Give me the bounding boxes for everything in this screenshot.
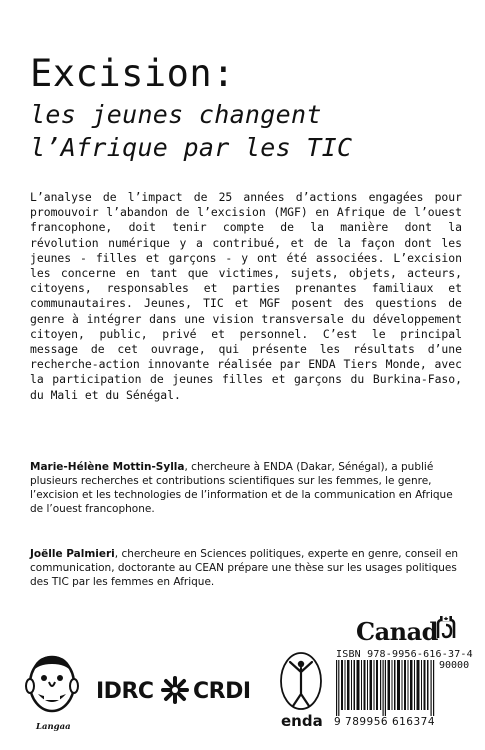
barcode-number: 9 789956 616374 <box>334 716 436 728</box>
author-bio-1 <box>30 460 462 516</box>
author-bio-text-1: , chercheure à ENDA (Dakar, Sénégal), a publié plusieurs recherches et contributions scientifiques sur les femmes, le genre, l’excision et les technologies de l’information et de la communication en Afrique de l’ouest francophone. <box>30 461 453 515</box>
book-subtitle-line-2: l’Afrique par les TIC <box>30 133 353 162</box>
langaa-face-logo-icon <box>22 650 82 730</box>
canada-wordmark <box>356 617 456 646</box>
price-code: 90000 <box>439 660 470 671</box>
langaa-label: Langaa <box>36 722 71 732</box>
enda-wordmark: enda <box>281 712 323 730</box>
crdi-wordmark: CRDI <box>193 679 251 704</box>
enda-figure-logo-icon <box>278 650 324 712</box>
author-bio-2 <box>30 547 462 589</box>
isbn-label: ISBN 978-9956-616-37-4 <box>336 649 473 660</box>
book-subtitle-line-1: les jeunes changent <box>30 100 322 129</box>
canada-flag-icon <box>436 616 456 640</box>
author-name-2: Joëlle Palmieri <box>30 548 115 560</box>
author-bio-text-2: , chercheure en Sciences politiques, experte en genre, conseil en communication, doctorante au CEAN prépare une thèse sur les usages politiques des TIC par les femmes en Afrique. <box>30 548 459 588</box>
idrc-star-icon <box>160 675 190 705</box>
book-abstract: L’analyse de l’impact de 25 années d’actions engagées pour promouvoir l’abandon de l’excision (MGF) en Afrique de l’ouest francophone, doit tenir compte de la manière dont la révolution numérique y a contribué, et de la façon dont les jeunes - filles et garçons - y ont été associées. L’excision les concerne en tant que victimes, sujets, objets, acteurs, citoyens, responsables et parties prenantes familiaux et communautaires. Jeunes, TIC et MGF posent des questions de genre à intégrer dans une vision transversale du développement citoyen, public, privé et personnel. C’est le principal message de cet ouvrage, qui présente les résultats d’une recherche-action innovante réalisée par ENDA Tiers Monde, avec la participation de jeunes filles et garçons du Burkina-Faso, du Mali et du Sénégal. <box>30 190 462 402</box>
book-title: Excision: <box>30 52 235 95</box>
author-name-1: Marie-Hélène Mottin-Sylla <box>30 461 185 473</box>
canada-wordmark-text: Canad <box>356 617 438 646</box>
idrc-wordmark: IDRC <box>96 679 154 704</box>
barcode-image <box>336 660 436 716</box>
